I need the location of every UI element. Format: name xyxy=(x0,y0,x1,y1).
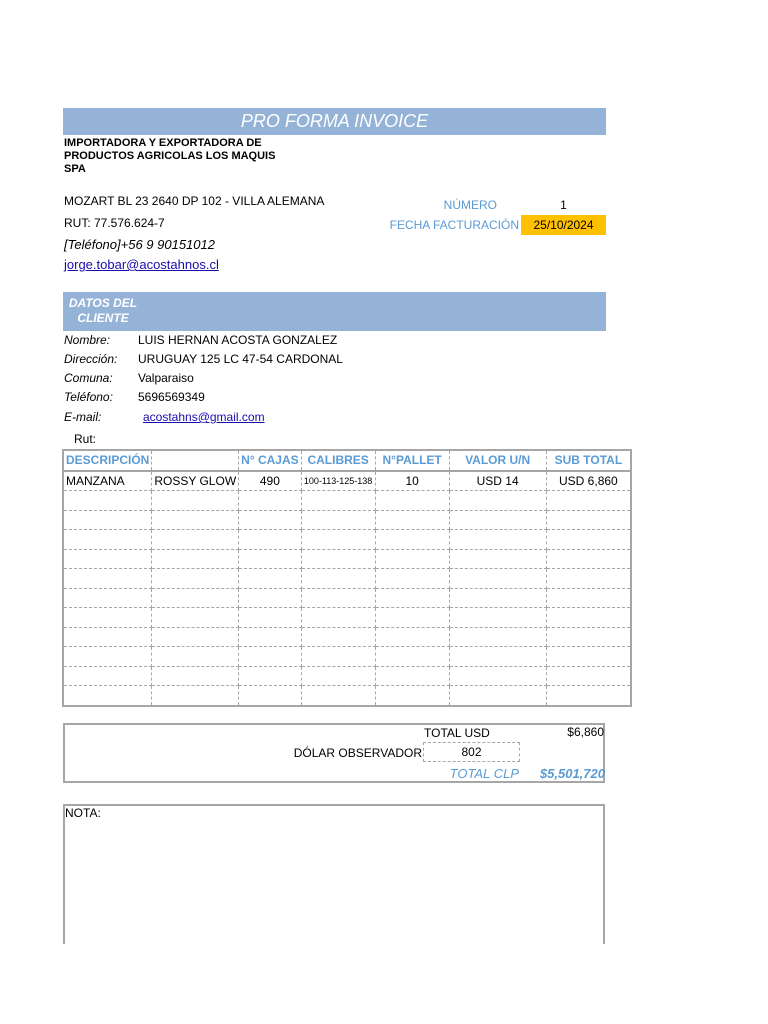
cell-subtotal: USD 6,860 xyxy=(546,471,631,491)
company-address: MOZART BL 23 2640 DP 102 - VILLA ALEMANA xyxy=(64,194,325,208)
invoice-title: PRO FORMA INVOICE xyxy=(63,108,606,135)
table-row xyxy=(63,510,631,530)
cell-pallet: 10 xyxy=(375,471,449,491)
email-label: E-mail: xyxy=(64,410,102,424)
header-calibres: CALIBRES xyxy=(301,450,375,471)
nota-label: NOTA: xyxy=(65,806,101,820)
cell-valor: USD 14 xyxy=(449,471,546,491)
cell-cajas: 490 xyxy=(239,471,301,491)
table-row xyxy=(63,549,631,569)
nombre-value: LUIS HERNAN ACOSTA GONZALEZ xyxy=(138,333,338,347)
comuna-label: Comuna: xyxy=(64,371,113,385)
telefono-label: Teléfono: xyxy=(64,390,113,404)
items-header-row xyxy=(63,450,631,471)
telefono-value: 5696569349 xyxy=(138,390,205,404)
client-email-link[interactable]: acostahns@gmail.com xyxy=(143,410,265,424)
table-row xyxy=(63,491,631,511)
table-row xyxy=(63,588,631,608)
dolar-observador-label: DÓLAR OBSERVADOR xyxy=(293,746,422,760)
total-clp-value: $5,501,720 xyxy=(539,766,605,781)
header-descripcion: DESCRIPCIÓN xyxy=(63,450,152,471)
numero-value: 1 xyxy=(560,198,567,212)
company-phone: [Teléfono]+56 9 90151012 xyxy=(64,237,215,252)
table-row xyxy=(63,627,631,647)
direccion-value: URUGUAY 125 LC 47-54 CARDONAL xyxy=(138,352,343,366)
header-cajas: N° CAJAS xyxy=(239,450,301,471)
numero-label: NÚMERO xyxy=(443,198,497,212)
table-row xyxy=(63,686,631,706)
header-pallet: N°PALLET xyxy=(375,450,449,471)
fecha-label: FECHA FACTURACIÓN xyxy=(389,218,519,232)
fecha-value: 25/10/2024 xyxy=(521,215,606,235)
cell-calibres: 100-113-125-138 xyxy=(301,471,375,491)
company-rut: RUT: 77.576.624-7 xyxy=(64,216,165,230)
header-valor: VALOR U/N xyxy=(449,450,546,471)
comuna-value: Valparaiso xyxy=(138,371,194,385)
company-name: IMPORTADORA Y EXPORTADORA DE PRODUCTOS AGRICOLAS LOS MAQUIS SPA xyxy=(64,137,276,175)
total-usd-label: TOTAL USD xyxy=(424,726,490,740)
table-row xyxy=(63,569,631,589)
direccion-label: Dirección: xyxy=(64,352,118,366)
header-subtotal: SUB TOTAL xyxy=(546,450,631,471)
total-usd-value: $6,860 xyxy=(567,725,604,739)
header-variedad xyxy=(152,450,239,471)
table-row xyxy=(63,608,631,628)
table-row xyxy=(63,647,631,667)
table-row xyxy=(63,530,631,550)
client-section-header xyxy=(63,292,606,331)
table-row xyxy=(63,471,631,491)
items-table xyxy=(62,449,632,707)
nota-box xyxy=(63,804,605,944)
table-row xyxy=(63,666,631,686)
cell-descripcion: MANZANA xyxy=(63,471,152,491)
rut-label: Rut: xyxy=(74,432,97,446)
client-section-title: DATOS DEL CLIENTE xyxy=(68,296,138,325)
dolar-observador-value: 802 xyxy=(423,742,520,762)
nombre-label: Nombre: xyxy=(64,333,111,347)
cell-variedad: ROSSY GLOW xyxy=(152,471,239,491)
total-clp-label: TOTAL CLP xyxy=(449,766,519,781)
company-email-link[interactable]: jorge.tobar@acostahnos.cl xyxy=(64,257,219,272)
